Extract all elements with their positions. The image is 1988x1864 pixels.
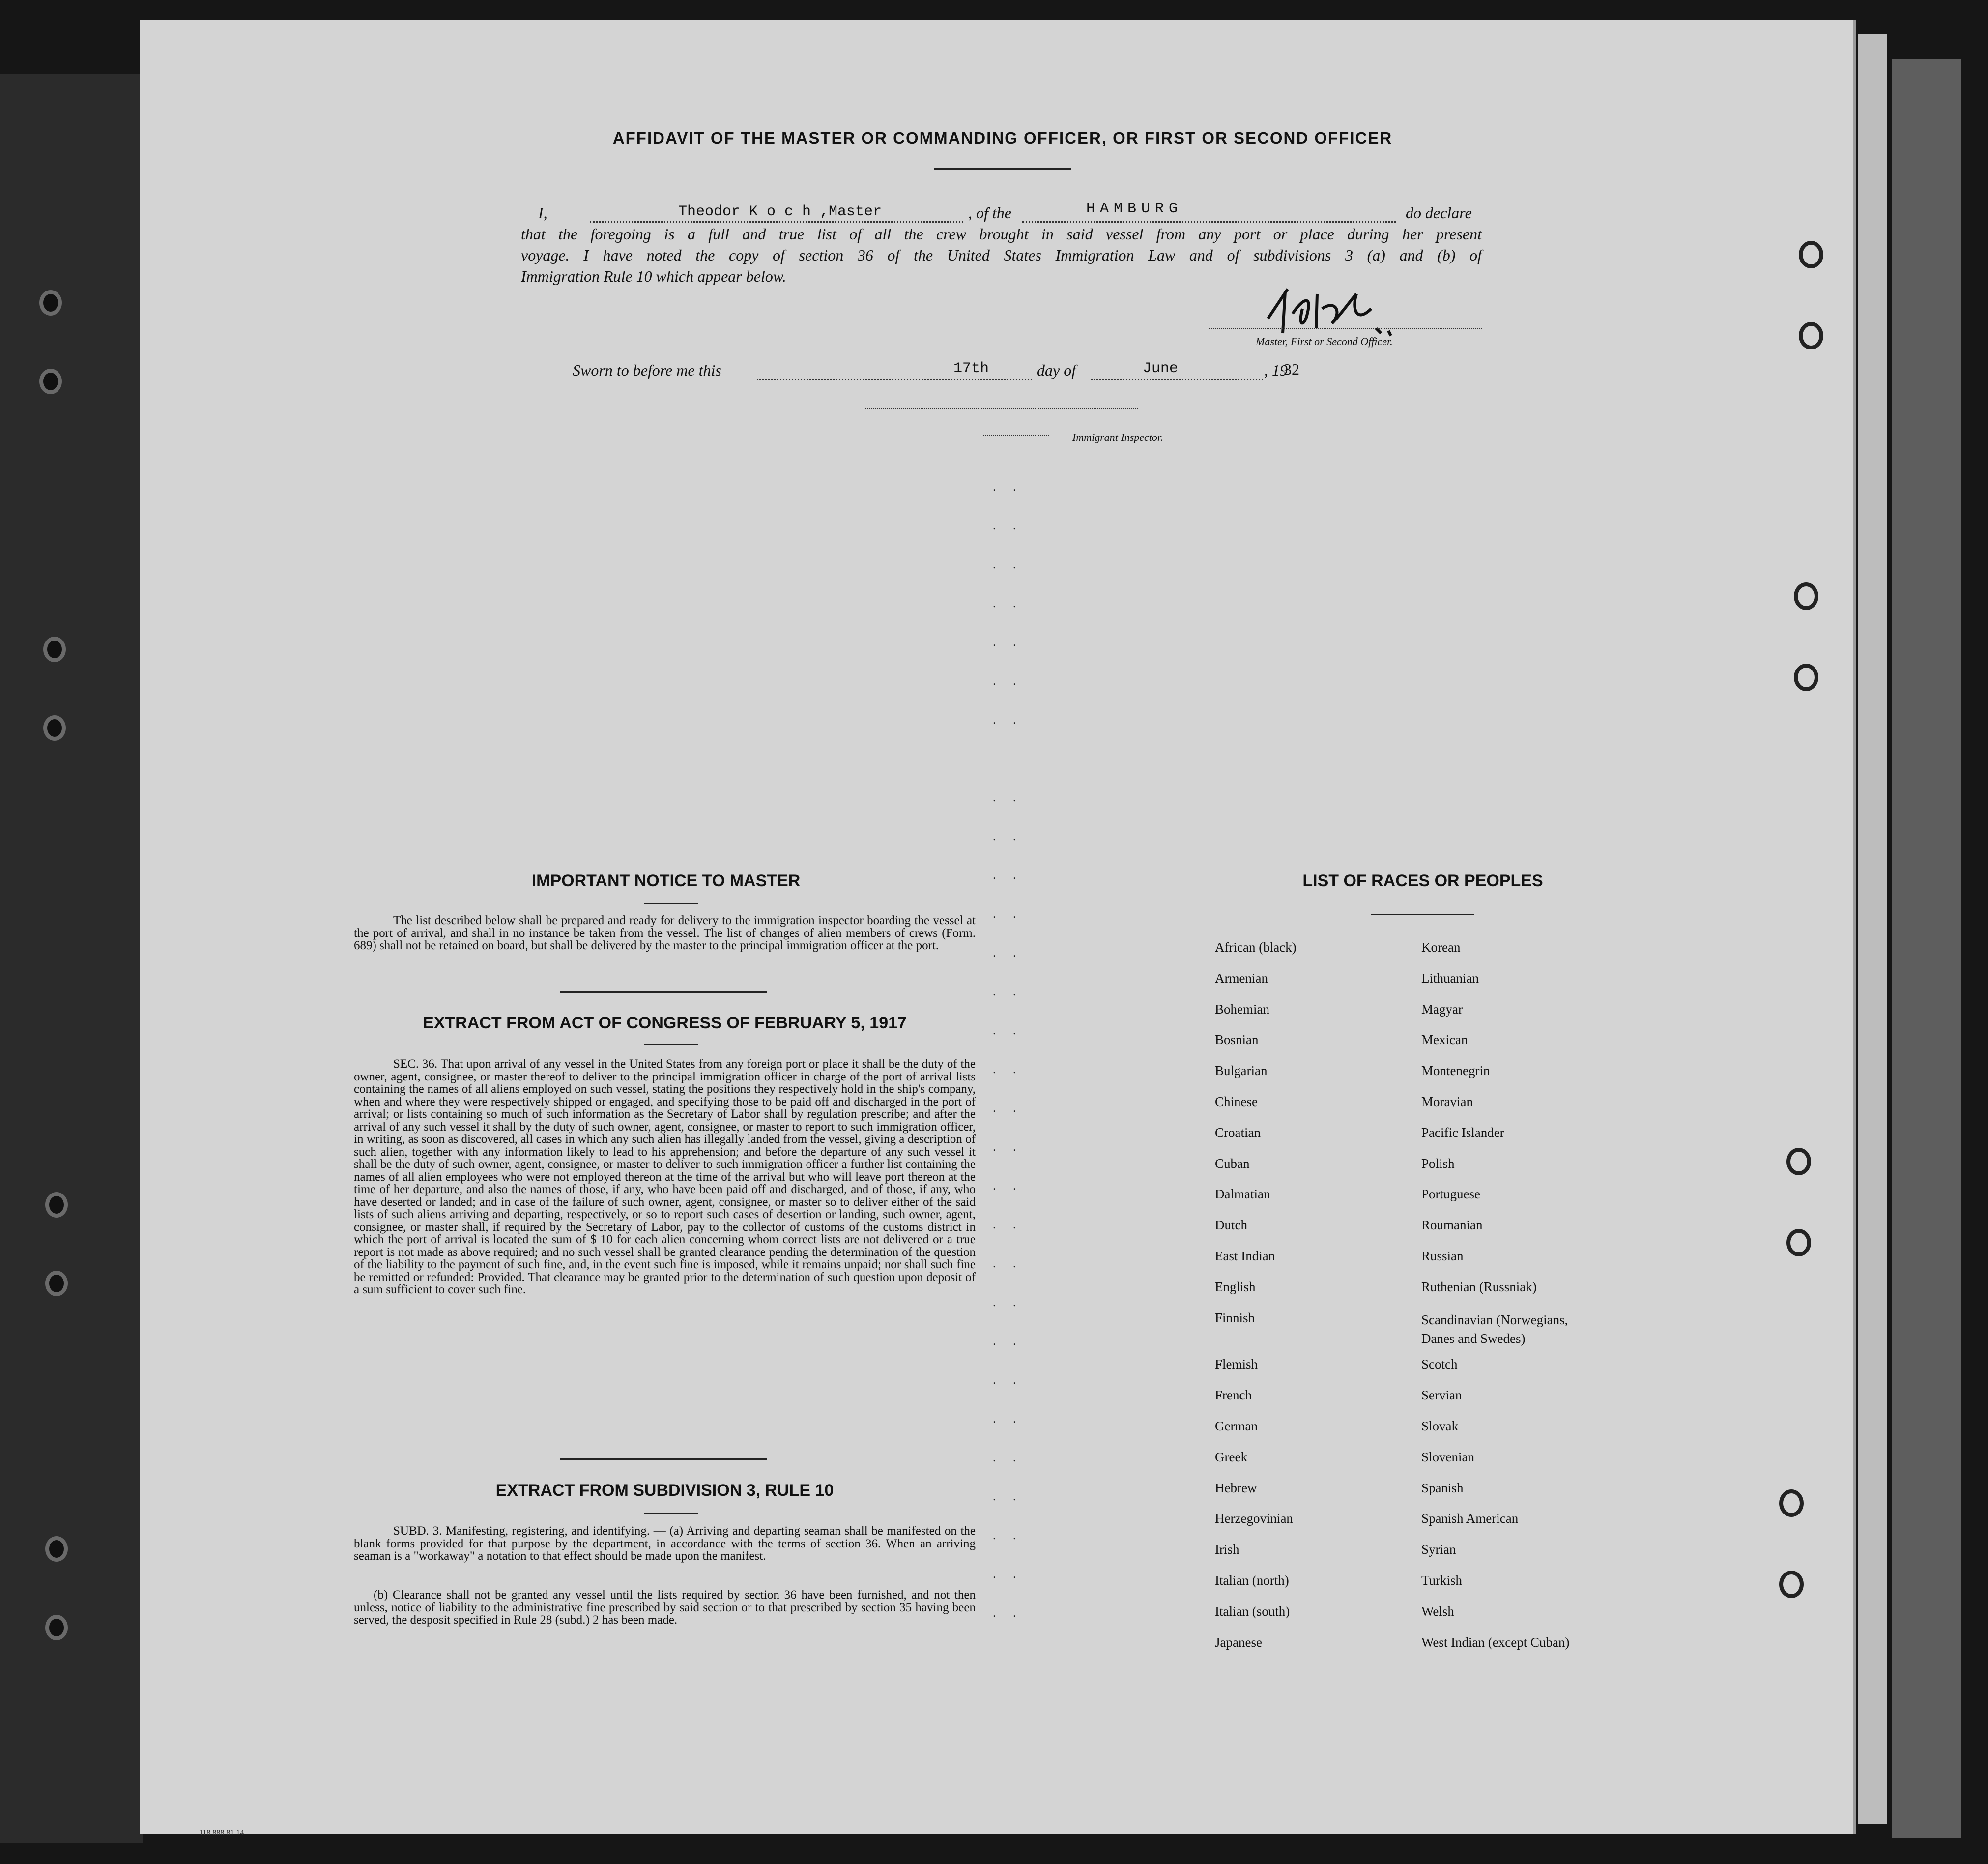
vessel-name-value: HAMBURG bbox=[1086, 201, 1183, 217]
race-item: Spanish American bbox=[1421, 1511, 1519, 1526]
affidavit-line-3: voyage. I have noted the copy of section 36 of the United States Immigration Law and of subdivisions 3 (a) and (b) of bbox=[521, 246, 1482, 264]
race-item: Flemish bbox=[1215, 1357, 1258, 1372]
race-item: Armenian bbox=[1215, 970, 1268, 986]
notice-heading: IMPORTANT NOTICE TO MASTER bbox=[531, 872, 801, 890]
affidavit-i: I, bbox=[538, 204, 547, 222]
signature-line bbox=[1209, 328, 1482, 329]
race-item: Slovak bbox=[1421, 1419, 1459, 1433]
race-item: Ruthenian (Russniak) bbox=[1421, 1279, 1537, 1294]
affidavit-do-declare: do declare bbox=[1406, 204, 1472, 222]
rule-body-a: SUBD. 3. Manifesting, registering, and identifying. — (a) Arriving and departing seaman shall be manifested on the blank forms provided for that purpose by the department, in accordance with the terms of section 36. When an arriving seaman is a "workaway" a notation to that effect should be made upon the manifest. bbox=[354, 1524, 976, 1563]
page-edge bbox=[1858, 34, 1887, 1824]
day-of-label: day of bbox=[1037, 361, 1076, 379]
race-item: West Indian (except Cuban) bbox=[1421, 1634, 1570, 1650]
race-item: Pacific Islander bbox=[1421, 1125, 1504, 1140]
race-item: Dalmatian bbox=[1215, 1187, 1270, 1202]
binder-hole bbox=[39, 290, 62, 316]
rule-heading: EXTRACT FROM SUBDIVISION 3, RULE 10 bbox=[495, 1481, 834, 1500]
race-item: Roumanian bbox=[1421, 1218, 1483, 1233]
race-item: Bulgarian bbox=[1215, 1063, 1268, 1078]
sworn-month-value: June bbox=[1143, 360, 1179, 377]
race-item: Croatian bbox=[1215, 1125, 1261, 1140]
race-item: Welsh bbox=[1421, 1603, 1454, 1619]
race-item: English bbox=[1215, 1279, 1256, 1294]
sworn-day-line bbox=[757, 379, 1032, 380]
rule-underline bbox=[644, 1513, 698, 1514]
act-underline bbox=[644, 1044, 698, 1045]
punch-hole bbox=[1786, 1148, 1811, 1175]
punch-hole bbox=[1779, 1571, 1804, 1598]
margin-dots: . . . . . . . . . . . . . . . . . . . . . . . . . . . . . . . . . . . . . . . . . . . . . . . . . . . . . . . . . . bbox=[993, 479, 1023, 1620]
inspector-signature-line bbox=[865, 408, 1138, 409]
punch-hole bbox=[1786, 1229, 1811, 1256]
punch-hole bbox=[1799, 241, 1823, 268]
sworn-month-line bbox=[1091, 379, 1263, 380]
sworn-day-value: 17th bbox=[953, 360, 989, 377]
left-backing-sheet bbox=[0, 74, 143, 1843]
race-item: Russian bbox=[1421, 1249, 1464, 1263]
race-item: Dutch bbox=[1215, 1218, 1247, 1233]
race-item: Hebrew bbox=[1215, 1480, 1257, 1495]
race-item: Lithuanian bbox=[1421, 970, 1479, 986]
race-item: Montenegrin bbox=[1421, 1063, 1490, 1078]
race-item: African (black) bbox=[1215, 940, 1297, 955]
race-item: Cuban bbox=[1215, 1156, 1250, 1171]
year-prefix: , 19 bbox=[1264, 361, 1288, 379]
race-item: Spanish bbox=[1421, 1480, 1464, 1495]
race-item: Italian (north) bbox=[1215, 1573, 1289, 1588]
punch-hole bbox=[1794, 582, 1818, 610]
races-underline bbox=[1371, 914, 1474, 915]
race-item: Scandinavian (Norwegians, Danes and Swedes) bbox=[1421, 1312, 1568, 1346]
act-body: SEC. 36. That upon arrival of any vessel in the United States from any foreign port or place it shall be the duty of the owner, agent, consignee, or master thereof to deliver to the principal immigration officer in charge of the port of arrival lists containing the names of all aliens employed on such vessel, stating the positions they respectively hold in the ship's company, when and where they were respectively shipped or engaged, and specifying those to be paid off and discharged in the port of arrival; or lists containing so much of such information as the Secretary of Labor shall by regulation prescribe; and after the arrival of any such vessel it shall by the duty of such owner, agent, consignee, or master to report to such immigration officer, in writing, as soon as discovered, all cases in which any such alien has illegally landed from the vessel, giving a description of such alien, together with any information likely to lead to his apprehension; and before the departure of any such vessel it shall be the duty of such owner, agent, consignee, or master to deliver to such immigration officer a further list containing the names of all alien employees who were not employed thereon at the time of the arrival but who will leave port thereon at the time of her departure, and also the names of those, if any, who have been paid off and discharged, and of those, if any, who have deserted or landed; and in case of the failure of such owner, agent, consignee, or master so to deliver either of the said lists of such aliens arriving and departing, respectively, or so to report such cases of desertion or landing, such owner, agent, consignee, or master shall, if required by the Secretary of Labor, pay to the collector of customs of the customs district in which the port of arrival is located the sum of $ 10 for each alien concerning whom correct lists are not delivered or a true report is not made as above required; and no such vessel shall be granted clearance pending the determination of the question of the liability to the payment of such fine, and, in the event such fine is imposed, while it remains unpaid; nor shall such fine be remitted or refunded: Provided. That clearance may be granted prior to the determination of such question upon deposit of a sum sufficient to cover such fine. bbox=[354, 1057, 976, 1296]
binder-hole bbox=[45, 1192, 68, 1218]
race-item: Moravian bbox=[1421, 1094, 1473, 1109]
inspector-caption: Immigrant Inspector. bbox=[1072, 431, 1163, 443]
vessel-name-line bbox=[1022, 221, 1396, 223]
affidavit-line-4: Immigration Rule 10 which appear below. bbox=[521, 267, 786, 285]
race-item: German bbox=[1215, 1419, 1258, 1433]
binder-hole bbox=[45, 1536, 68, 1562]
inspector-short-line bbox=[983, 435, 1049, 436]
race-item: Mexican bbox=[1421, 1032, 1468, 1048]
rule-body-b: (b) Clearance shall not be granted any vessel until the lists required by section 36 have been furnished, and not then unless, notice of liability to the administrative fine prescribed by said section or to that prescribed by section 35 having been served, the desposit specified in Rule 28 (subd.) 2 has been made. bbox=[354, 1588, 976, 1627]
affidavit-line-2: that the foregoing is a full and true list of all the crew brought in said vessel from any port or place during her present bbox=[521, 225, 1482, 243]
race-item: Slovenian bbox=[1421, 1449, 1474, 1464]
race-item: Japanese bbox=[1215, 1634, 1262, 1650]
race-item: Chinese bbox=[1215, 1094, 1258, 1109]
race-item: Turkish bbox=[1421, 1573, 1463, 1588]
race-item: East Indian bbox=[1215, 1249, 1275, 1263]
binder-hole bbox=[39, 369, 62, 394]
notice-body: The list described below shall be prepared and ready for delivery to the immigration inspector boarding the vessel at the port of arrival, and shall in no instance be taken from the vessel. The list of changes of alien members of crews (Form. 689) shall not be retained on board, but shall be delivered by the master to the principal immigration officer at the port. bbox=[354, 914, 976, 952]
race-item: Bosnian bbox=[1215, 1032, 1259, 1048]
bottom-stamp: 118 888 81 14 bbox=[199, 1829, 244, 1837]
title-underline bbox=[934, 168, 1071, 170]
race-item: Herzegovinian bbox=[1215, 1511, 1293, 1526]
race-item: Syrian bbox=[1421, 1542, 1456, 1557]
binder-hole bbox=[43, 715, 66, 741]
notice-divider bbox=[560, 991, 767, 993]
punch-hole bbox=[1794, 664, 1818, 691]
race-item: French bbox=[1215, 1388, 1252, 1403]
race-item: Irish bbox=[1215, 1542, 1239, 1557]
signature-caption: Master, First or Second Officer. bbox=[1256, 335, 1393, 348]
race-item: Magyar bbox=[1421, 1001, 1463, 1017]
punch-hole bbox=[1779, 1489, 1804, 1517]
binder-hole bbox=[43, 637, 66, 662]
punch-hole bbox=[1799, 322, 1823, 350]
race-item: Bohemian bbox=[1215, 1001, 1269, 1017]
sworn-label: Sworn to before me this bbox=[573, 361, 721, 379]
binder-hole bbox=[45, 1271, 68, 1296]
right-backing-sheet bbox=[1892, 59, 1961, 1838]
race-item: Italian (south) bbox=[1215, 1603, 1290, 1619]
notice-underline bbox=[644, 903, 698, 904]
race-item: Finnish bbox=[1215, 1310, 1255, 1325]
act-heading: EXTRACT FROM ACT OF CONGRESS OF FEBRUARY 5, 1917 bbox=[423, 1014, 907, 1032]
races-heading: LIST OF RACES OR PEOPLES bbox=[1302, 872, 1543, 890]
act-divider bbox=[560, 1458, 767, 1460]
race-item: Servian bbox=[1421, 1388, 1462, 1403]
race-item: Greek bbox=[1215, 1449, 1247, 1464]
race-item: Portuguese bbox=[1421, 1187, 1480, 1202]
race-item: Scotch bbox=[1421, 1357, 1458, 1372]
year-suffix-value: 32 bbox=[1284, 360, 1299, 378]
master-name-line bbox=[590, 221, 963, 223]
affidavit-title: AFFIDAVIT OF THE MASTER OR COMMANDING OFFICER, OR FIRST OR SECOND OFFICER bbox=[612, 129, 1393, 147]
race-item: Korean bbox=[1421, 940, 1461, 955]
binder-hole bbox=[45, 1615, 68, 1640]
race-item: Polish bbox=[1421, 1156, 1455, 1171]
affidavit-of-the: , of the bbox=[968, 204, 1011, 222]
master-name-value: Theodor K o c h ,Master bbox=[678, 204, 882, 220]
